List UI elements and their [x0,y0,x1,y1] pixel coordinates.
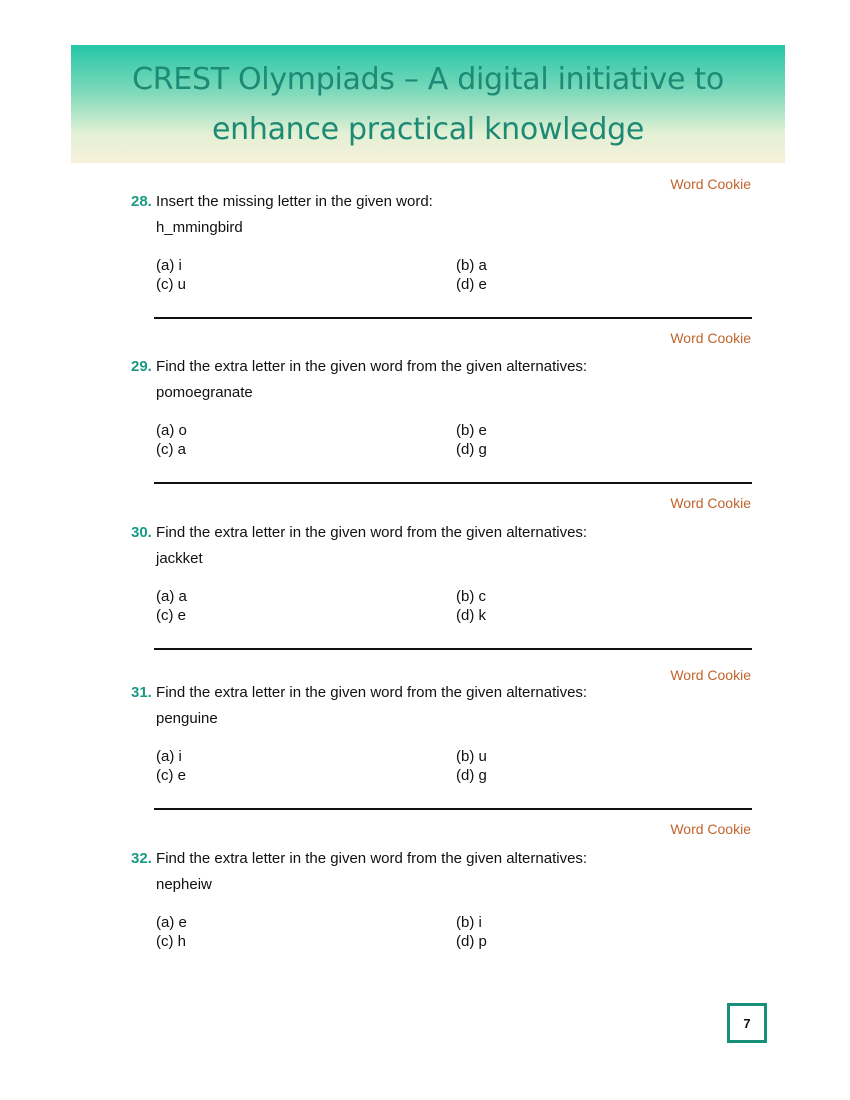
category-tag-q32: Word Cookie [670,821,751,837]
divider [154,808,752,810]
divider [154,482,752,484]
option-b: (b) i [456,914,482,931]
option-b: (b) e [456,422,487,439]
option-b: (b) c [456,588,486,605]
title-line-2: enhance practical knowledge [212,112,644,147]
question-28 [131,193,771,293]
option-b: (b) u [456,748,487,765]
question-30 [131,524,771,624]
option-a: (a) e [156,914,187,931]
page-title [71,55,785,155]
question-text: Find the extra letter in the given word from the given alternatives: [156,524,588,541]
question-number: 28. [131,193,152,210]
option-d: (d) k [456,607,486,624]
question-text: Find the extra letter in the given word from the given alternatives: [156,850,588,867]
divider [154,648,752,650]
option-c: (c) e [156,767,186,784]
question-word: penguine [156,710,218,727]
question-text: Insert the missing letter in the given word: [156,193,433,210]
question-text: Find the extra letter in the given word from the given alternatives: [156,684,588,701]
divider [154,317,752,319]
option-c: (c) a [156,441,186,458]
question-29 [131,358,771,458]
question-word: h_mmingbird [156,219,243,236]
question-text: Find the extra letter in the given word from the given alternatives: [156,358,588,375]
option-d: (d) e [456,276,487,293]
option-c: (c) u [156,276,186,293]
option-d: (d) g [456,767,487,784]
option-b: (b) a [456,257,487,274]
page-number: 7 [727,1003,767,1043]
category-tag-q28: Word Cookie [670,176,751,192]
option-d: (d) g [456,441,487,458]
title-line-1: CREST Olympiads – A digital initiative to [132,62,724,97]
question-word: jackket [156,550,203,567]
question-word: pomoegranate [156,384,253,401]
question-31 [131,684,771,784]
question-32 [131,850,771,950]
option-a: (a) i [156,257,182,274]
category-tag-q29: Word Cookie [670,330,751,346]
option-a: (a) i [156,748,182,765]
option-c: (c) e [156,607,186,624]
option-a: (a) o [156,422,187,439]
category-tag-q30: Word Cookie [670,495,751,511]
header-banner [71,45,785,163]
question-number: 31. [131,684,152,701]
question-word: nepheiw [156,876,212,893]
question-number: 29. [131,358,152,375]
option-d: (d) p [456,933,487,950]
category-tag-q31: Word Cookie [670,667,751,683]
option-c: (c) h [156,933,186,950]
question-number: 30. [131,524,152,541]
option-a: (a) a [156,588,187,605]
question-number: 32. [131,850,152,867]
